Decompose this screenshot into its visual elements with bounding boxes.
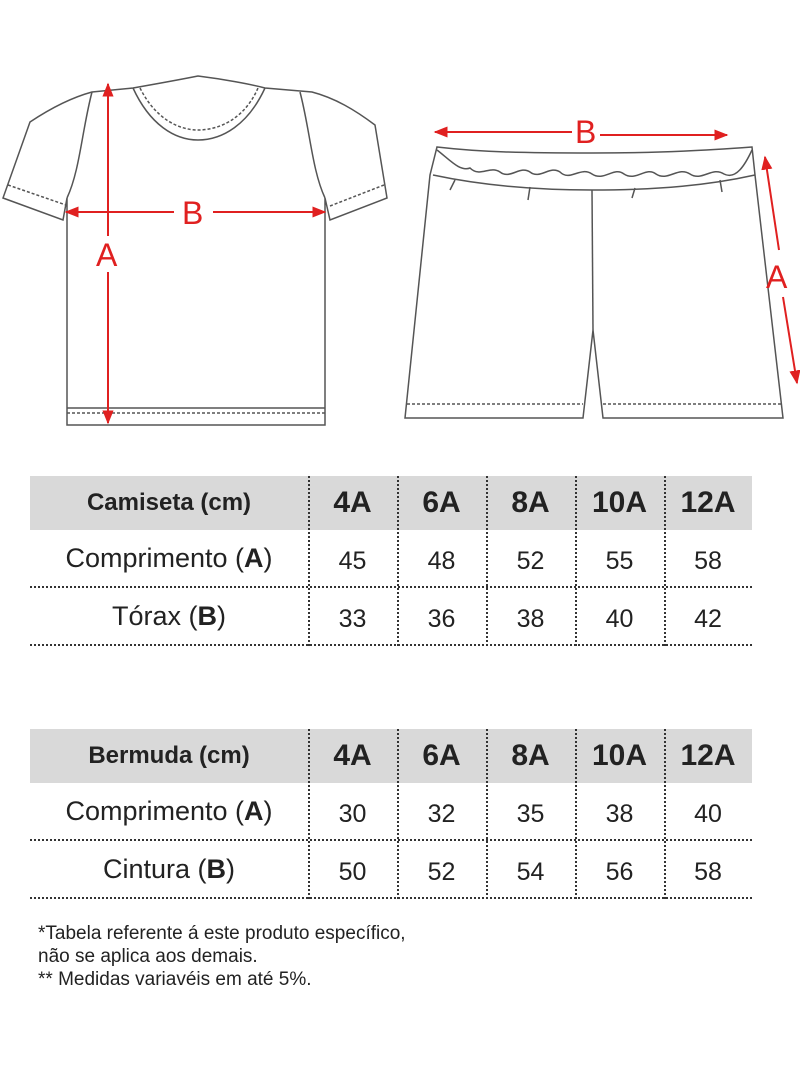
table-cell: 36 <box>427 604 456 633</box>
shorts-label-a: A <box>766 259 788 295</box>
table-title: Camiseta (cm) <box>86 489 252 516</box>
table-cell: 40 <box>605 604 634 633</box>
table-cell: 48 <box>427 546 456 575</box>
size-header: 10A <box>591 486 648 519</box>
size-header: 12A <box>680 486 736 519</box>
table-header <box>30 729 752 783</box>
table-cell: 38 <box>605 799 634 828</box>
row-label: Comprimento ( A ) <box>65 542 273 573</box>
table-cell: 55 <box>605 546 634 575</box>
table-title: Bermuda (cm) <box>88 742 250 769</box>
shorts-drawing <box>405 147 783 418</box>
table-cell: 30 <box>338 799 367 828</box>
row-label: Tórax ( B ) <box>111 600 226 631</box>
column-divider <box>486 729 488 899</box>
table-cell: 58 <box>694 857 722 886</box>
size-header: 8A <box>511 486 550 519</box>
table-cell: 33 <box>338 604 367 633</box>
size-header: 4A <box>333 486 372 519</box>
table-cell: 45 <box>338 546 367 575</box>
table-cell: 40 <box>694 799 722 828</box>
footnote-line: não se aplica aos demais. <box>38 946 258 967</box>
shorts-label-b: B <box>575 114 597 150</box>
table-row <box>30 783 752 841</box>
table-cell: 52 <box>427 857 456 886</box>
table-header <box>30 476 752 530</box>
camiseta-size-table <box>30 476 752 646</box>
size-header: 8A <box>511 739 550 772</box>
column-divider <box>308 476 310 646</box>
shirt-label-b: B <box>182 195 204 231</box>
table-cell: 50 <box>338 857 367 886</box>
table-cell: 54 <box>516 857 545 886</box>
column-divider <box>397 476 399 646</box>
footnote-line: ** Medidas variavéis em até 5%. <box>38 969 312 990</box>
column-divider <box>575 729 577 899</box>
tshirt-drawing <box>3 76 387 425</box>
size-header: 4A <box>333 739 372 772</box>
table-row <box>30 588 752 646</box>
row-label: Comprimento ( A ) <box>65 795 273 826</box>
table-cell: 38 <box>516 604 545 633</box>
table-cell: 32 <box>427 799 456 828</box>
table-cell: 56 <box>605 857 634 886</box>
bermuda-size-table <box>30 729 752 899</box>
row-label: Cintura ( B ) <box>102 853 236 884</box>
column-divider <box>664 476 666 646</box>
column-divider <box>486 476 488 646</box>
column-divider <box>575 476 577 646</box>
size-header: 12A <box>680 739 736 772</box>
column-divider <box>397 729 399 899</box>
column-divider <box>664 729 666 899</box>
table-cell: 52 <box>516 546 545 575</box>
table-cell: 35 <box>516 799 545 828</box>
shirt-label-a: A <box>96 237 118 273</box>
size-header: 10A <box>591 739 648 772</box>
table-row <box>30 530 752 588</box>
table-cell: 42 <box>694 604 722 633</box>
footnote-line: *Tabela referente á este produto específico, <box>38 923 406 944</box>
size-header: 6A <box>422 486 461 519</box>
garment-illustrations <box>0 0 800 440</box>
table-cell: 58 <box>694 546 722 575</box>
table-row <box>30 841 752 899</box>
column-divider <box>308 729 310 899</box>
size-header: 6A <box>422 739 461 772</box>
footnotes <box>38 922 406 991</box>
